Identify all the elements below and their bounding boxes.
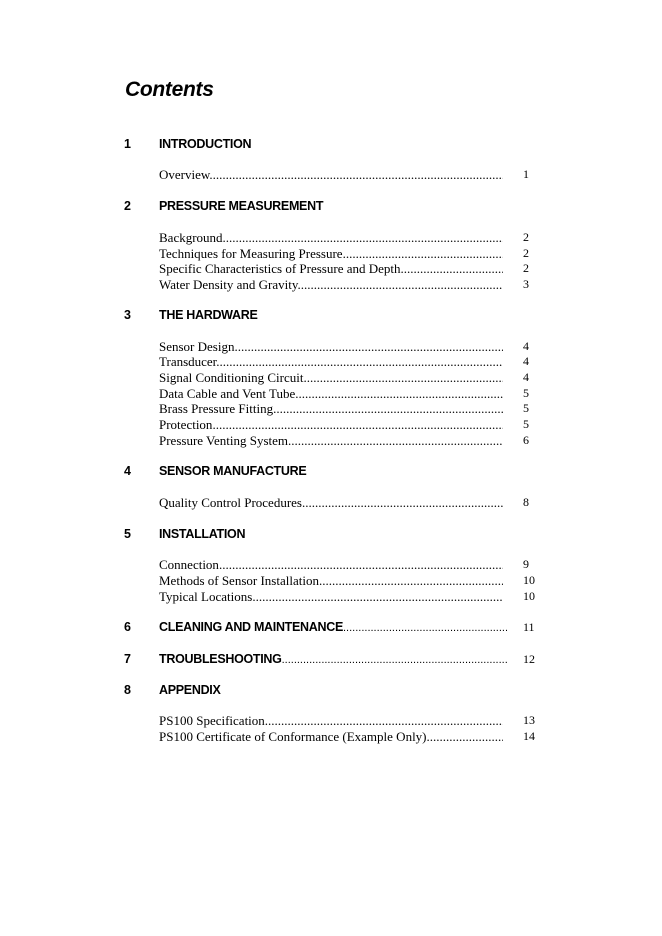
toc-entry-page: 2 (523, 261, 529, 275)
section-number: 4 (124, 464, 131, 478)
toc-entry-page: 13 (523, 713, 535, 727)
toc-entry[interactable] (0, 370, 662, 386)
toc-entry[interactable] (0, 589, 662, 605)
toc-entry[interactable] (0, 167, 662, 183)
toc-entry[interactable] (0, 729, 662, 745)
toc-entry-title: Data Cable and Vent Tube ..... (159, 386, 503, 402)
section-page: 12 (523, 652, 535, 666)
toc-entry-page: 10 (523, 589, 535, 603)
toc-entry[interactable] (0, 573, 662, 589)
section-title: SENSOR MANUFACTURE (159, 464, 307, 478)
section-heading-pressure-measurement[interactable] (0, 199, 662, 217)
toc-entry-title: PS100 Specification ..... (159, 713, 503, 729)
section-number: 5 (124, 527, 131, 541)
toc-entry[interactable] (0, 495, 662, 511)
toc-entry-page: 10 (523, 573, 535, 587)
section-number: 6 (124, 620, 131, 634)
toc-entry-page: 2 (523, 246, 529, 260)
section-heading-cleaning-and-maintenance[interactable] (0, 620, 662, 638)
section-number: 8 (124, 683, 131, 697)
section-title: THE HARDWARE (159, 308, 258, 322)
section-heading-the-hardware[interactable] (0, 308, 662, 326)
section-heading-introduction[interactable] (0, 137, 662, 155)
section-heading-troubleshooting[interactable] (0, 652, 662, 670)
toc-entry-page: 8 (523, 495, 529, 509)
section-title: INTRODUCTION (159, 137, 252, 151)
section-heading-installation[interactable] (0, 527, 662, 545)
section-heading-appendix[interactable] (0, 683, 662, 701)
toc-entry-page: 14 (523, 729, 535, 743)
section-title: CLEANING AND MAINTENANCE ..... (159, 620, 507, 634)
toc-entry-title: Protection ..... (159, 417, 503, 433)
toc-entry-title: Specific Characteristics of Pressure and Depth ..... (159, 261, 503, 277)
toc-entry-title: Background ..... (159, 230, 503, 246)
toc-entry[interactable] (0, 713, 662, 729)
toc-entry-page: 9 (523, 557, 529, 571)
toc-entry[interactable] (0, 277, 662, 293)
page-title: Contents (125, 78, 214, 101)
section-title: TROUBLESHOOTING ..... (159, 652, 507, 666)
toc-entry-page: 4 (523, 339, 529, 353)
toc-entry-title: Connection ..... (159, 557, 503, 573)
toc-entry-page: 2 (523, 230, 529, 244)
toc-entry[interactable] (0, 433, 662, 449)
toc-entry-title: Methods of Sensor Installation ..... (159, 573, 503, 589)
toc-entry-page: 1 (523, 167, 529, 181)
section-number: 3 (124, 308, 131, 322)
section-page: 11 (523, 620, 535, 634)
section-title: APPENDIX (159, 683, 221, 697)
toc-entry-page: 4 (523, 370, 529, 384)
toc-entry[interactable] (0, 557, 662, 573)
toc-entry-title: Signal Conditioning Circuit ..... (159, 370, 503, 386)
toc-entry[interactable] (0, 386, 662, 402)
toc-entry-page: 5 (523, 386, 529, 400)
toc-entry[interactable] (0, 246, 662, 262)
section-number: 7 (124, 652, 131, 666)
toc-entry-title: Pressure Venting System ..... (159, 433, 503, 449)
section-number: 1 (124, 137, 131, 151)
toc-entry-title: Water Density and Gravity ..... (159, 277, 503, 293)
toc-entry[interactable] (0, 230, 662, 246)
toc-entry-page: 3 (523, 277, 529, 291)
toc-entry-page: 5 (523, 401, 529, 415)
toc-entry-page: 5 (523, 417, 529, 431)
toc-entry-title: Typical Locations ..... (159, 589, 503, 605)
toc-entry-title: Quality Control Procedures ..... (159, 495, 503, 511)
toc-entry[interactable] (0, 401, 662, 417)
toc-entry-page: 4 (523, 354, 529, 368)
toc-entry-title: Techniques for Measuring Pressure ..... (159, 246, 503, 262)
toc-entry-title: Overview ..... (159, 167, 503, 183)
toc-entry-page: 6 (523, 433, 529, 447)
section-number: 2 (124, 199, 131, 213)
toc-entry-title: Brass Pressure Fitting ..... (159, 401, 503, 417)
toc-entry[interactable] (0, 354, 662, 370)
section-title: PRESSURE MEASUREMENT (159, 199, 324, 213)
toc-entry-title: Transducer ..... (159, 354, 503, 370)
toc-entry[interactable] (0, 339, 662, 355)
section-title: INSTALLATION (159, 527, 246, 541)
toc-entry-title: Sensor Design ..... (159, 339, 503, 355)
toc-entry[interactable] (0, 261, 662, 277)
section-heading-sensor-manufacture[interactable] (0, 464, 662, 482)
toc-entry-title: PS100 Certificate of Conformance (Example Only) ..... (159, 729, 503, 745)
toc-entry[interactable] (0, 417, 662, 433)
